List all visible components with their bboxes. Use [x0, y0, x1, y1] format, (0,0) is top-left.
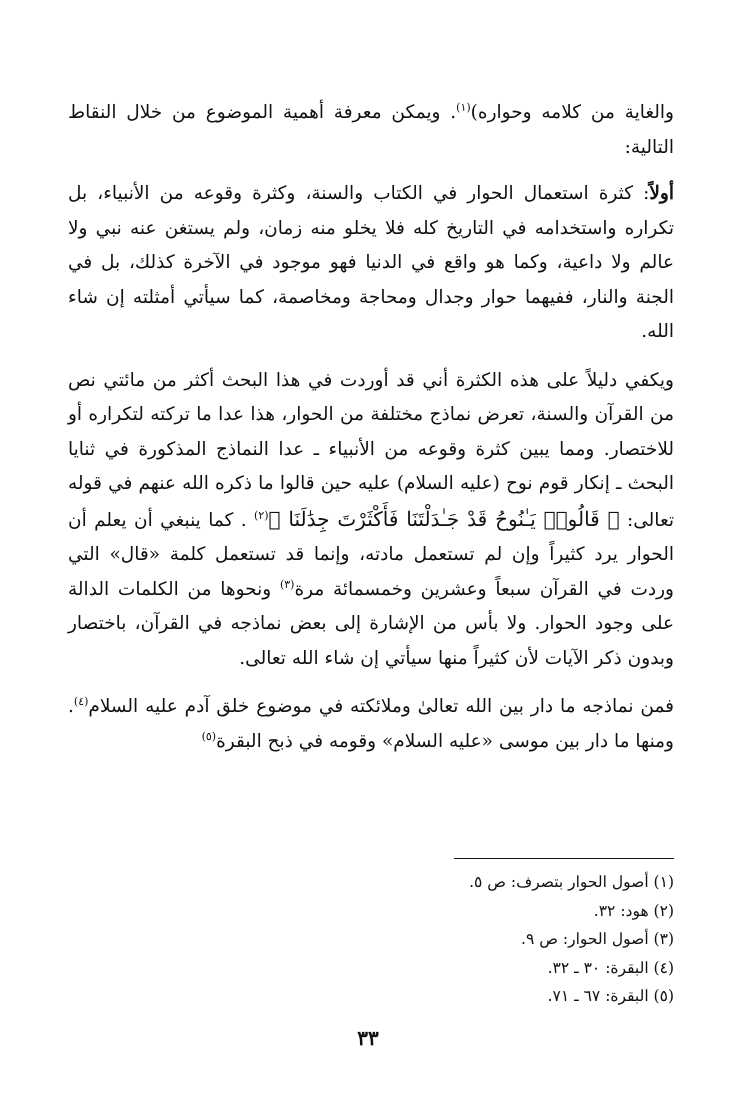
footnote-ref-5[interactable]: (٥): [201, 729, 217, 743]
examples-text-2: . ومنها ما دار بين موسى «عليه السلام» وقومه في ذبح البقرة: [68, 696, 674, 752]
footnote-ref-2[interactable]: (٢): [254, 508, 269, 522]
paragraph-evidence: [68, 364, 674, 677]
point-lead: أولاً: [649, 183, 674, 204]
footnote-4: (٤) البقرة: ٣٠ ـ ٣٢.: [547, 958, 674, 977]
footnote-ref-4[interactable]: (٤): [73, 694, 89, 708]
evidence-text: ويكفي دليلاً على هذه الكثرة أني قد أوردت في هذا البحث أكثر من مائتي نص من القرآن والسنة، تعرض نماذج مختلفة من الحوار، هذا عدا ما تركته لتكراره أو للاختصار. ومما يبين كثرة وقوعه من الأنبياء ـ عدا النماذج المذكورة في ثنايا البحث ـ إنكار قوم نوح (عليه السلام) عليه حين قالوا ما ذكره الله عنهم في قوله تعالى:: [68, 369, 675, 531]
paragraph-examples: [68, 690, 674, 759]
footnote-divider: [454, 858, 674, 859]
footnote-2: (٢) هود: ٣٢.: [593, 901, 674, 920]
page-number: ٣٣: [357, 1026, 379, 1050]
examples-text: فمن نماذجه ما دار بين الله تعالىٰ وملائكته في موضوع خلق آدم عليه السلام: [88, 696, 674, 717]
footnote-3: (٣) أصول الحوار: ص ٩.: [521, 930, 674, 948]
footnote-ref-1[interactable]: (١): [456, 100, 471, 114]
footnote-1: (١) أصول الحوار بتصرف: ص ٥.: [469, 873, 674, 891]
main-text: [68, 96, 674, 773]
evidence-text-3: ونحوها من الكلمات الدالة على وجود الحوار. ولا بأس من الإشارة إلى بعض نماذجه في القرآن، باختصار وبدون ذكر الآيات لأن كثيراً منها سيأتي إن شاء الله تعالى.: [68, 578, 674, 669]
footnotes: [114, 868, 674, 1011]
evidence-text-2: . كما ينبغي أن يعلم أن الحوار يرد كثيراً وإن لم تستعمل مادته، وإنما قد تستعمل كلمة «قال» التي وردت في القرآن سبعاً وعشرين وخمسمائة مرة: [68, 509, 674, 600]
quran-verse: ﴿ قَالُوا۟ يَـٰنُوحُ قَدْ جَـٰدَلْتَنَا فَأَكْثَرْتَ جِدَٰلَنَا ﴾: [268, 506, 620, 531]
point-text: : كثرة استعمال الحوار في الكتاب والسنة، وكثرة وقوعه من الأنبياء، بل تكراره واستخدامه في التاريخ كله فلا يخلو منه زمان، ولم يستغن عنه نبي ولا عالم ولا داعية، وكما هو واقع في الدنيا فهو موجود في الآخرة كذلك، بل في الجنة والنار، ففيهما حوار وجدال ومحاجة ومخاصمة، كما سيأتي أمثلته إن شاء الله.: [68, 183, 674, 342]
intro-text-end: . ويمكن معرفة أهمية الموضوع من خلال النقاط التالية:: [68, 102, 674, 158]
footnote-5: (٥) البقرة: ٦٧ ـ ٧١.: [547, 987, 674, 1005]
paragraph-first-point: [68, 177, 674, 350]
footnote-ref-3[interactable]: (٣): [279, 577, 295, 591]
paragraph-intro: [68, 96, 674, 165]
intro-text: والغاية من كلامه وحواره): [470, 102, 674, 123]
